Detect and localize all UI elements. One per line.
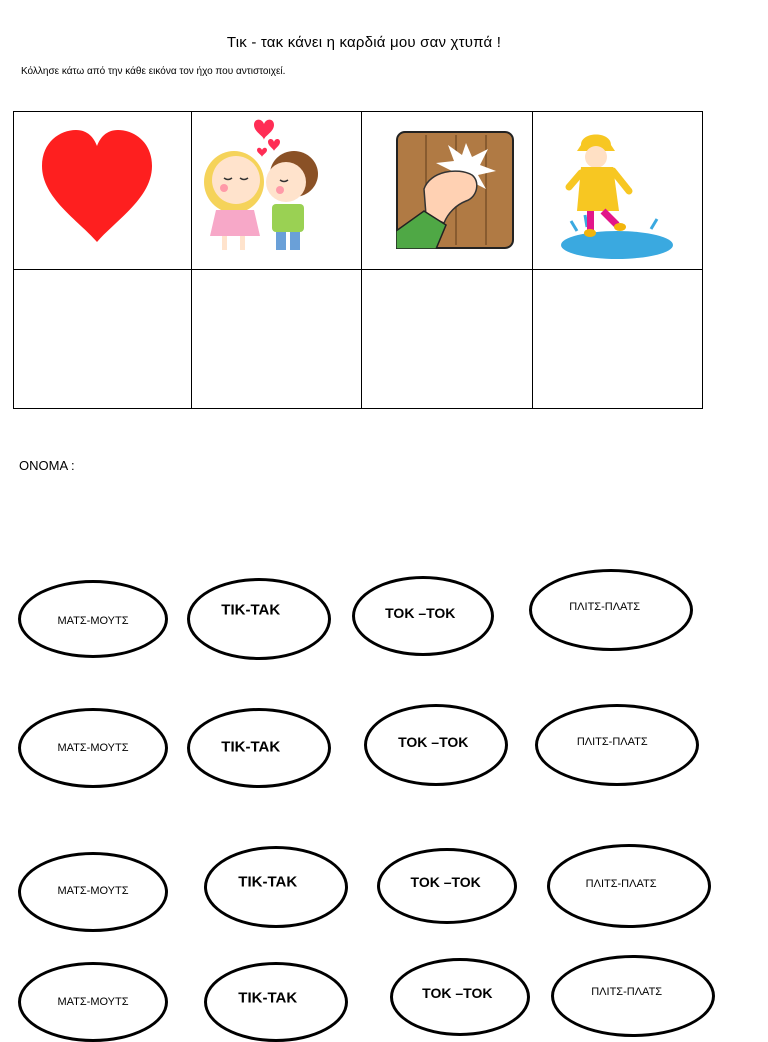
worksheet-title: Τικ - τακ κάνει η καρδιά μου σαν χτυπά ! — [226, 34, 502, 51]
worksheet-instruction: Κόλλησε κάτω από την κάθε εικόνα τον ήχο που αντιστοιχεί. — [21, 66, 286, 77]
sound-label-plits-plats[interactable] — [551, 955, 715, 1037]
sound-label-text: ΤΙΚ-ΤΑΚ — [221, 601, 281, 619]
sound-label-mats-moutz[interactable] — [18, 580, 168, 658]
grid-divider — [191, 112, 192, 408]
sound-label-tik-tak[interactable] — [187, 578, 331, 660]
grid-divider — [532, 112, 533, 408]
sound-label-tik-tak[interactable] — [187, 708, 331, 788]
sound-label-text: ΠΛΙΤΣ-ΠΛΑΤΣ — [576, 735, 648, 748]
sound-label-text: ΜΑΤΣ-ΜΟΥΤΣ — [57, 742, 129, 754]
sound-label-tik-tak[interactable] — [204, 846, 348, 928]
name-label: ΟΝΟΜΑ : — [19, 458, 75, 473]
sound-label-text: ΜΑΤΣ-ΜΟΥΤΣ — [57, 615, 129, 628]
sound-label-tok-tok[interactable] — [377, 848, 517, 924]
sound-label-mats-moutz[interactable] — [18, 962, 168, 1042]
sound-label-text: ΤΙΚ-ΤΑΚ — [238, 989, 298, 1007]
sound-label-plits-plats[interactable] — [547, 844, 711, 928]
sound-label-text: ΠΛΙΤΣ-ΠΛΑΤΣ — [569, 600, 641, 613]
sound-label-text: ΤΟΚ –ΤΟΚ — [385, 605, 456, 622]
sound-label-text: ΠΛΙΤΣ-ΠΛΑΤΣ — [585, 878, 657, 891]
sound-label-tok-tok[interactable] — [352, 576, 494, 656]
sound-label-text: ΠΛΙΤΣ-ΠΛΑΤΣ — [591, 986, 663, 999]
sound-label-mats-moutz[interactable] — [18, 852, 168, 932]
sound-label-tok-tok[interactable] — [364, 704, 508, 786]
knocking-fist-icon — [396, 131, 514, 249]
sound-label-text: ΤΟΚ –ΤΟΚ — [398, 733, 469, 750]
sound-label-tok-tok[interactable] — [390, 958, 530, 1036]
sound-label-text: ΤΙΚ-ΤΑΚ — [238, 873, 298, 891]
sound-label-text: ΤΟΚ –ΤΟΚ — [422, 984, 493, 1001]
sound-label-text: ΜΑΤΣ-ΜΟΥΤΣ — [57, 996, 129, 1008]
grid-divider — [361, 112, 362, 408]
sound-label-text: ΜΑΤΣ-ΜΟΥΤΣ — [57, 884, 129, 897]
sound-label-plits-plats[interactable] — [535, 704, 699, 786]
puddle-splash-child-icon — [559, 131, 677, 263]
grid-divider — [14, 269, 702, 270]
sound-label-mats-moutz[interactable] — [18, 708, 168, 788]
sound-label-tik-tak[interactable] — [204, 962, 348, 1042]
sound-label-text: ΤΟΚ –ΤΟΚ — [410, 873, 481, 890]
picture-grid — [13, 111, 703, 409]
sound-label-plits-plats[interactable] — [529, 569, 693, 651]
heart-icon — [38, 128, 156, 244]
kissing-children-icon — [196, 112, 331, 254]
sound-label-text: ΤΙΚ-ΤΑΚ — [221, 738, 281, 756]
